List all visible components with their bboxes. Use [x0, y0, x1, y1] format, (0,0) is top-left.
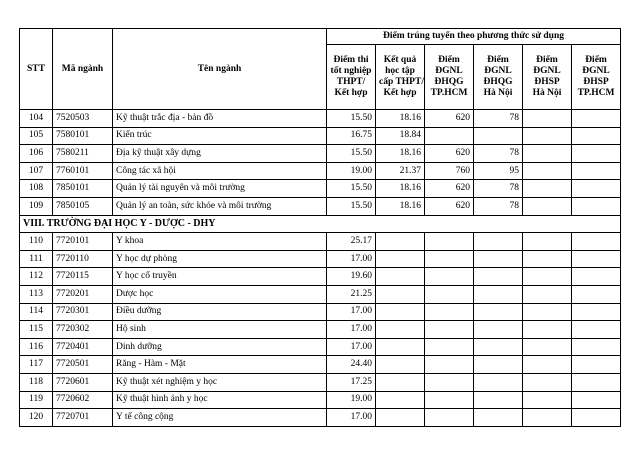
table-row	[20, 250, 621, 268]
cell-score-method-1: 17.00	[327, 409, 376, 427]
cell-score-method-5	[523, 180, 572, 198]
cell-name: Kiến trúc	[113, 127, 327, 145]
cell-code: 7760101	[53, 162, 113, 180]
header-method-5	[523, 45, 572, 110]
header-method-line: Điểm	[585, 55, 607, 65]
section-title: VIII. TRƯỜNG ĐẠI HỌC Y - DƯỢC - DHY	[20, 215, 621, 233]
cell-score-method-2: 18.16	[376, 145, 425, 163]
cell-score-method-5	[523, 373, 572, 391]
header-method-line: TP.HCM	[577, 88, 615, 98]
cell-score-method-4	[474, 391, 523, 409]
header-method-line: THPT/	[336, 77, 366, 87]
header-method-line: Điểm	[536, 55, 558, 65]
cell-score-method-5	[523, 127, 572, 145]
header-name: Tên ngành	[113, 29, 327, 110]
table-row	[20, 321, 621, 339]
table-row	[20, 356, 621, 374]
cell-score-method-2	[376, 285, 425, 303]
cell-score-method-6	[572, 321, 621, 339]
cell-name: Y khoa	[113, 233, 327, 251]
cell-code: 7520503	[53, 110, 113, 128]
cell-score-method-6	[572, 110, 621, 128]
table-row	[20, 180, 621, 198]
cell-score-method-6	[572, 391, 621, 409]
cell-score-method-2	[376, 233, 425, 251]
cell-name: Dược học	[113, 285, 327, 303]
cell-score-method-4: 78	[474, 197, 523, 215]
cell-score-method-2	[376, 250, 425, 268]
cell-score-method-4	[474, 285, 523, 303]
cell-score-method-1: 15.50	[327, 145, 376, 163]
table-row	[20, 409, 621, 427]
cell-score-method-4	[474, 321, 523, 339]
cell-stt: 107	[20, 162, 53, 180]
cell-score-method-5	[523, 233, 572, 251]
cell-name: Dinh dưỡng	[113, 338, 327, 356]
cell-score-method-1: 19.00	[327, 391, 376, 409]
table-row	[20, 127, 621, 145]
cell-score-method-5	[523, 110, 572, 128]
cell-code: 7580101	[53, 127, 113, 145]
cell-score-method-3	[425, 285, 474, 303]
table-row	[20, 373, 621, 391]
cell-name: Địa kỹ thuật xây dựng	[113, 145, 327, 163]
header-method-line: cấp THPT/	[379, 77, 424, 87]
cell-score-method-6	[572, 356, 621, 374]
cell-score-method-2: 18.16	[376, 110, 425, 128]
cell-score-method-4: 78	[474, 110, 523, 128]
cell-stt: 110	[20, 233, 53, 251]
cell-score-method-4: 78	[474, 180, 523, 198]
header-method-line: TP.HCM	[430, 88, 468, 98]
cell-code: 7720701	[53, 409, 113, 427]
cell-stt: 109	[20, 197, 53, 215]
cell-score-method-4	[474, 409, 523, 427]
cell-name: Kỹ thuật xét nghiệm y học	[113, 373, 327, 391]
cell-stt: 104	[20, 110, 53, 128]
cell-name: Kỹ thuật trắc địa - bản đồ	[113, 110, 327, 128]
table-row	[20, 162, 621, 180]
cell-score-method-6	[572, 303, 621, 321]
table-row	[20, 338, 621, 356]
cell-code: 7720115	[53, 268, 113, 286]
cell-score-method-5	[523, 197, 572, 215]
cell-score-method-3	[425, 250, 474, 268]
cell-score-method-6	[572, 145, 621, 163]
cell-score-method-2	[376, 303, 425, 321]
table-row	[20, 303, 621, 321]
header-method-line: Điểm	[438, 55, 460, 65]
cell-stt: 113	[20, 285, 53, 303]
cell-score-method-4	[474, 127, 523, 145]
header-method-line: Điểm	[487, 55, 509, 65]
header-method-2	[376, 45, 425, 110]
header-method-line: Hà Nội	[532, 88, 562, 98]
cell-score-method-3	[425, 321, 474, 339]
header-group-title: Điểm trúng tuyển theo phương thức sử dụng	[327, 29, 621, 45]
cell-score-method-6	[572, 373, 621, 391]
cell-stt: 119	[20, 391, 53, 409]
header-method-line: tốt nghiệp	[330, 66, 372, 76]
cell-code: 7720601	[53, 373, 113, 391]
cell-score-method-5	[523, 321, 572, 339]
cell-code: 7720302	[53, 321, 113, 339]
cell-code: 7850101	[53, 180, 113, 198]
cell-code: 7720201	[53, 285, 113, 303]
cell-score-method-2: 18.84	[376, 127, 425, 145]
cell-score-method-6	[572, 162, 621, 180]
cell-score-method-3: 760	[425, 162, 474, 180]
cell-code: 7720501	[53, 356, 113, 374]
header-method-line: ĐHSP	[534, 77, 560, 87]
cell-code: 7850105	[53, 197, 113, 215]
cell-stt: 106	[20, 145, 53, 163]
header-method-line: ĐHSP	[583, 77, 609, 87]
header-method-1	[327, 45, 376, 110]
cell-score-method-4	[474, 303, 523, 321]
cell-stt: 111	[20, 250, 53, 268]
header-method-line: Hà Nội	[483, 88, 513, 98]
cell-score-method-2: 18.16	[376, 197, 425, 215]
cell-stt: 115	[20, 321, 53, 339]
table-row	[20, 285, 621, 303]
cell-score-method-1: 16.75	[327, 127, 376, 145]
cell-score-method-2	[376, 338, 425, 356]
cell-score-method-1: 21.25	[327, 285, 376, 303]
cell-score-method-6	[572, 180, 621, 198]
cell-score-method-3	[425, 409, 474, 427]
cell-score-method-2	[376, 373, 425, 391]
cell-name: Hộ sinh	[113, 321, 327, 339]
cell-score-method-4: 78	[474, 145, 523, 163]
cell-name: Y học cổ truyền	[113, 268, 327, 286]
table-row	[20, 391, 621, 409]
cell-score-method-4	[474, 268, 523, 286]
cell-score-method-4	[474, 338, 523, 356]
cell-name: Công tác xã hội	[113, 162, 327, 180]
cell-score-method-6	[572, 285, 621, 303]
cell-score-method-3: 620	[425, 110, 474, 128]
cell-score-method-2	[376, 356, 425, 374]
cell-name: Điều dưỡng	[113, 303, 327, 321]
cell-score-method-2	[376, 321, 425, 339]
cell-code: 7580211	[53, 145, 113, 163]
cell-stt: 114	[20, 303, 53, 321]
cell-score-method-1: 19.60	[327, 268, 376, 286]
cell-score-method-2	[376, 268, 425, 286]
cell-score-method-1: 17.00	[327, 338, 376, 356]
header-method-line: ĐHQG	[483, 77, 513, 87]
cell-score-method-5	[523, 250, 572, 268]
cell-score-method-5	[523, 145, 572, 163]
cell-score-method-5	[523, 356, 572, 374]
header-method-line: ĐGNL	[582, 66, 610, 76]
cell-score-method-3	[425, 373, 474, 391]
table-row	[20, 233, 621, 251]
cell-score-method-1: 17.00	[327, 250, 376, 268]
cell-name: Quản lý an toàn, sức khỏe và môi trường	[113, 197, 327, 215]
header-method-line: ĐGNL	[435, 66, 463, 76]
cell-stt: 118	[20, 373, 53, 391]
table-row	[20, 197, 621, 215]
cell-stt: 105	[20, 127, 53, 145]
cell-score-method-6	[572, 197, 621, 215]
cell-score-method-3	[425, 127, 474, 145]
cell-code: 7720101	[53, 233, 113, 251]
section-row	[20, 215, 621, 233]
cell-score-method-5	[523, 162, 572, 180]
cell-score-method-1: 24.40	[327, 356, 376, 374]
cell-stt: 120	[20, 409, 53, 427]
cell-stt: 108	[20, 180, 53, 198]
header-method-3	[425, 45, 474, 110]
cell-score-method-6	[572, 338, 621, 356]
cell-name: Quản lý tài nguyên và môi trường	[113, 180, 327, 198]
cell-score-method-3: 620	[425, 145, 474, 163]
cell-score-method-5	[523, 391, 572, 409]
cell-score-method-3	[425, 303, 474, 321]
header-method-4	[474, 45, 523, 110]
cell-score-method-5	[523, 409, 572, 427]
cell-score-method-4	[474, 356, 523, 374]
cell-code: 7720602	[53, 391, 113, 409]
cell-score-method-2: 18.16	[376, 180, 425, 198]
cell-score-method-2: 21.37	[376, 162, 425, 180]
cell-score-method-2	[376, 391, 425, 409]
cell-score-method-1: 19.00	[327, 162, 376, 180]
cell-code: 7720301	[53, 303, 113, 321]
table-row	[20, 268, 621, 286]
header-method-line: Kết quả	[383, 55, 417, 65]
header-method-6	[572, 45, 621, 110]
cell-score-method-4: 95	[474, 162, 523, 180]
cell-score-method-5	[523, 268, 572, 286]
table-row	[20, 110, 621, 128]
cell-score-method-4	[474, 250, 523, 268]
cell-score-method-3	[425, 338, 474, 356]
cell-stt: 112	[20, 268, 53, 286]
cell-score-method-6	[572, 233, 621, 251]
cell-score-method-1: 15.50	[327, 110, 376, 128]
cell-score-method-3	[425, 268, 474, 286]
cell-stt: 116	[20, 338, 53, 356]
cell-name: Y học dự phòng	[113, 250, 327, 268]
cell-code: 7720110	[53, 250, 113, 268]
header-method-line: ĐGNL	[484, 66, 512, 76]
header-method-line: Kết hợp	[383, 88, 417, 98]
cell-score-method-4	[474, 373, 523, 391]
cell-name: Y tế công cộng	[113, 409, 327, 427]
cell-score-method-6	[572, 127, 621, 145]
cell-score-method-1: 15.50	[327, 180, 376, 198]
header-method-line: Điểm thi	[333, 55, 369, 65]
table-header	[20, 29, 621, 110]
cell-score-method-6	[572, 409, 621, 427]
cell-score-method-1: 17.00	[327, 321, 376, 339]
cell-stt: 117	[20, 356, 53, 374]
cell-score-method-6	[572, 250, 621, 268]
cell-name: Kỹ thuật hình ảnh y học	[113, 391, 327, 409]
cell-score-method-1: 17.00	[327, 303, 376, 321]
cell-score-method-3: 620	[425, 180, 474, 198]
table-body	[20, 110, 621, 427]
cell-score-method-3	[425, 233, 474, 251]
cell-score-method-5	[523, 285, 572, 303]
cell-score-method-3	[425, 391, 474, 409]
cell-score-method-3: 620	[425, 197, 474, 215]
admission-score-table	[19, 28, 621, 427]
cell-score-method-3	[425, 356, 474, 374]
cell-score-method-1: 25.17	[327, 233, 376, 251]
table-row	[20, 145, 621, 163]
cell-score-method-4	[474, 233, 523, 251]
header-code: Mã ngành	[53, 29, 113, 110]
header-method-line: học tập	[385, 66, 415, 76]
header-method-line: ĐGNL	[533, 66, 561, 76]
cell-score-method-6	[572, 268, 621, 286]
cell-score-method-1: 15.50	[327, 197, 376, 215]
cell-name: Răng - Hàm - Mặt	[113, 356, 327, 374]
cell-score-method-5	[523, 338, 572, 356]
header-stt: STT	[20, 29, 53, 110]
cell-score-method-1: 17.25	[327, 373, 376, 391]
cell-score-method-5	[523, 303, 572, 321]
cell-code: 7720401	[53, 338, 113, 356]
cell-score-method-2	[376, 409, 425, 427]
header-method-line: ĐHQG	[434, 77, 464, 87]
header-method-line: Kết hợp	[334, 88, 368, 98]
